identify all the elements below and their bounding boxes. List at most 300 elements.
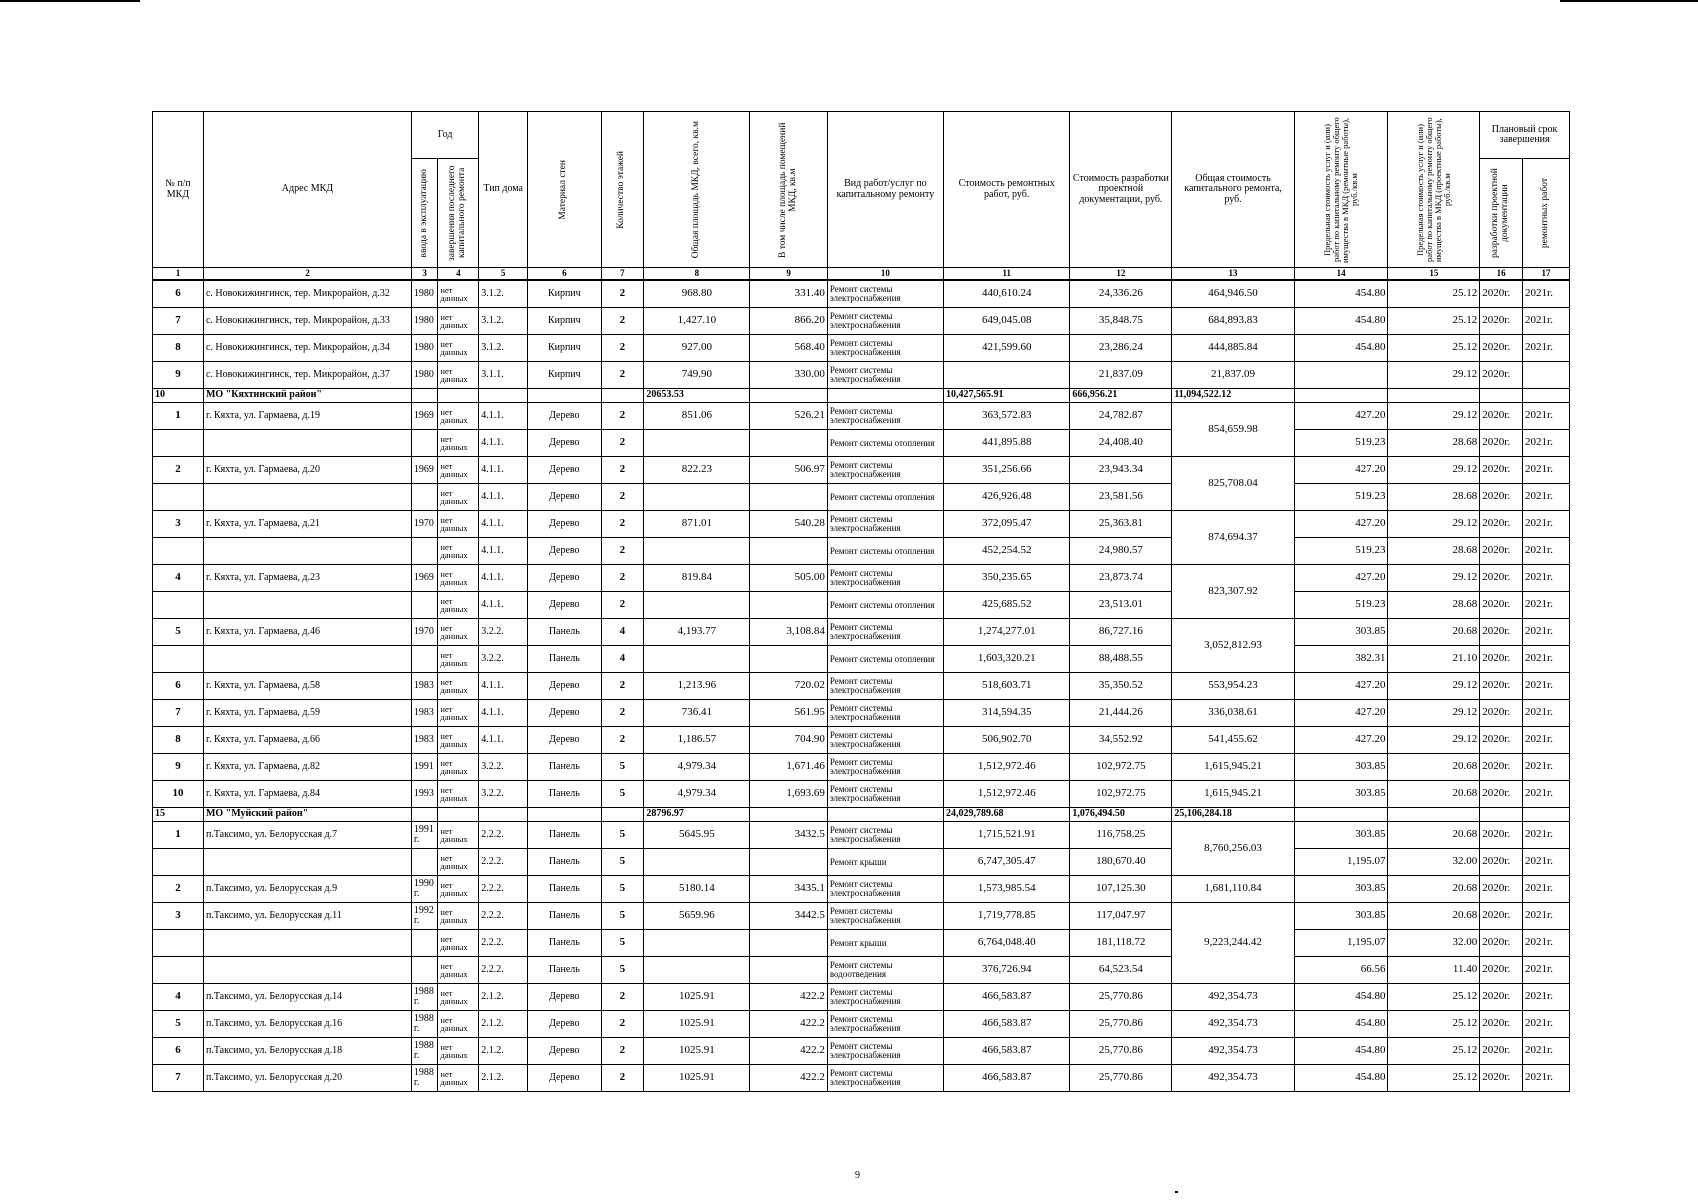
year-last-repair-cell: нет данных: [438, 619, 479, 646]
area-total-empty: [644, 646, 750, 673]
cost-design-cell: 102,972.75: [1070, 754, 1172, 781]
year-last-repair-cell: нет данных: [438, 700, 479, 727]
deadline-repair-cell: 2021г.: [1523, 727, 1570, 754]
header-year-group: Год: [411, 112, 478, 159]
limit-design-cell: 20.68: [1388, 876, 1480, 903]
limit-repair-cell: 427.20: [1294, 700, 1388, 727]
limit-repair-cell: 66.56: [1294, 957, 1388, 984]
work-type-cell: Ремонт системы водоотведения: [827, 957, 943, 984]
year-commission-cell: 1983: [411, 673, 438, 700]
area-premises-cell: 422.2: [750, 1011, 827, 1038]
limit-repair-cell: 1,195.07: [1294, 849, 1388, 876]
table-row: [153, 619, 1570, 646]
address-cell: г. Кяхта, ул. Гармаева, д.46: [203, 619, 411, 646]
year-commission-cell: 1990 г.: [411, 876, 438, 903]
year-commission-cell: 1980: [411, 335, 438, 362]
limit-design-cell: 29.12: [1388, 511, 1480, 538]
table-row: [153, 1038, 1570, 1065]
cost-repair-cell: 350,235.65: [944, 565, 1070, 592]
summary-cost-design: 1,076,494.50: [1070, 808, 1172, 822]
deadline-repair-cell: 2021г.: [1523, 781, 1570, 808]
year-last-repair-cell: нет данных: [438, 335, 479, 362]
year-commission-cell: 1969: [411, 565, 438, 592]
column-number-row: [153, 268, 1570, 281]
row-number-empty: [153, 538, 204, 565]
deadline-design-cell: 2020г.: [1480, 673, 1523, 700]
area-premises-cell: 3442.5: [750, 903, 827, 930]
wall-material-cell: Дерево: [528, 1065, 601, 1092]
work-type-cell: Ремонт системы электроснабжения: [827, 876, 943, 903]
deadline-repair-cell: 2021г.: [1523, 280, 1570, 308]
column-number: 5: [479, 268, 528, 281]
cost-design-cell: 24,408.40: [1070, 430, 1172, 457]
address-empty: [203, 849, 411, 876]
column-number: 14: [1294, 268, 1388, 281]
area-total-empty: [644, 957, 750, 984]
area-total-cell: 1025.91: [644, 1038, 750, 1065]
cost-design-cell: 102,972.75: [1070, 781, 1172, 808]
area-premises-cell: 568.40: [750, 335, 827, 362]
table-subrow: [153, 930, 1570, 957]
column-number: 16: [1480, 268, 1523, 281]
cost-repair-cell: 466,583.87: [944, 1065, 1070, 1092]
limit-design-cell: 29.12: [1388, 403, 1480, 430]
summary-label: МО "Муйский район": [203, 808, 411, 822]
limit-design-cell: 29.12: [1388, 673, 1480, 700]
floors-cell: 2: [601, 727, 644, 754]
summary-number: 15: [153, 808, 204, 822]
deadline-design-cell: 2020г.: [1480, 876, 1523, 903]
area-premises-cell: 720.02: [750, 673, 827, 700]
deadline-repair-cell: 2021г.: [1523, 849, 1570, 876]
column-number: 3: [411, 268, 438, 281]
address-cell: п.Таксимо, ул. Белорусская д.11: [203, 903, 411, 930]
address-empty: [203, 957, 411, 984]
cost-design-cell: 180,670.40: [1070, 849, 1172, 876]
deadline-repair-cell: [1523, 362, 1570, 389]
work-type-cell: Ремонт системы электроснабжения: [827, 565, 943, 592]
table-row: [153, 1065, 1570, 1092]
address-cell: г. Кяхта, ул. Гармаева, д.19: [203, 403, 411, 430]
limit-repair-cell: 454.80: [1294, 335, 1388, 362]
column-number: 8: [644, 268, 750, 281]
cost-repair-cell: 518,603.71: [944, 673, 1070, 700]
row-number: 3: [153, 903, 204, 930]
house-type-cell: 2.1.2.: [479, 1038, 528, 1065]
cost-repair-cell: 1,274,277.01: [944, 619, 1070, 646]
municipality-summary-row: [153, 389, 1570, 403]
work-type-cell: Ремонт системы отопления: [827, 592, 943, 619]
deadline-design-cell: 2020г.: [1480, 538, 1523, 565]
row-number-empty: [153, 849, 204, 876]
year-last-repair-cell: нет данных: [438, 781, 479, 808]
area-total-cell: 4,193.77: [644, 619, 750, 646]
deadline-repair-cell: 2021г.: [1523, 673, 1570, 700]
deadline-design-cell: 2020г.: [1480, 646, 1523, 673]
table-row: [153, 984, 1570, 1011]
area-total-cell: 1025.91: [644, 1065, 750, 1092]
floors-cell: 2: [601, 1011, 644, 1038]
cost-design-cell: 116,758.25: [1070, 822, 1172, 849]
area-total-cell: 1,213.96: [644, 673, 750, 700]
column-number: 15: [1388, 268, 1480, 281]
cost-total-cell: 9,223,244.42: [1172, 903, 1294, 984]
house-type-cell: 4.1.1.: [479, 457, 528, 484]
wall-material-cell: Дерево: [528, 1011, 601, 1038]
cost-repair-cell: 466,583.87: [944, 1011, 1070, 1038]
cost-total-cell: 464,946.50: [1172, 280, 1294, 308]
summary-empty: [1523, 808, 1570, 822]
row-number: 7: [153, 308, 204, 335]
area-total-cell: 4,979.34: [644, 781, 750, 808]
year-last-repair-cell: нет данных: [438, 592, 479, 619]
address-empty: [203, 930, 411, 957]
deadline-repair-cell: 2021г.: [1523, 484, 1570, 511]
summary-empty: [1388, 808, 1480, 822]
table-row: [153, 335, 1570, 362]
table-subrow: [153, 592, 1570, 619]
column-number: 2: [203, 268, 411, 281]
cost-repair-cell: 1,512,972.46: [944, 781, 1070, 808]
limit-repair-cell: 303.85: [1294, 822, 1388, 849]
area-total-empty: [644, 430, 750, 457]
header-cost-design: Стоимость разработки проектной документации, руб.: [1070, 112, 1172, 268]
limit-repair-cell: [1294, 362, 1388, 389]
deadline-design-cell: 2020г.: [1480, 781, 1523, 808]
area-total-cell: 5180.14: [644, 876, 750, 903]
limit-repair-cell: 427.20: [1294, 565, 1388, 592]
row-number: 3: [153, 511, 204, 538]
year-commission-cell: 1980: [411, 362, 438, 389]
year-last-repair-cell: нет данных: [438, 1011, 479, 1038]
limit-design-cell: 32.00: [1388, 849, 1480, 876]
cost-repair-cell: 372,095.47: [944, 511, 1070, 538]
wall-material-cell: Панель: [528, 876, 601, 903]
house-type-cell: 4.1.1.: [479, 484, 528, 511]
deadline-repair-cell: 2021г.: [1523, 592, 1570, 619]
area-premises-cell: 704.90: [750, 727, 827, 754]
table-row: [153, 1011, 1570, 1038]
house-type-cell: 2.2.2.: [479, 957, 528, 984]
limit-repair-cell: 303.85: [1294, 903, 1388, 930]
limit-design-cell: 25.12: [1388, 1065, 1480, 1092]
column-number: 6: [528, 268, 601, 281]
floors-cell: 2: [601, 1065, 644, 1092]
table-row: [153, 308, 1570, 335]
floors-cell: 5: [601, 849, 644, 876]
wall-material-cell: Дерево: [528, 403, 601, 430]
area-premises-cell: 540.28: [750, 511, 827, 538]
area-total-cell: 968.80: [644, 280, 750, 308]
year-last-repair-cell: нет данных: [438, 957, 479, 984]
deadline-repair-cell: 2021г.: [1523, 511, 1570, 538]
house-type-cell: 2.1.2.: [479, 1011, 528, 1038]
work-type-cell: Ремонт системы электроснабжения: [827, 403, 943, 430]
deadline-repair-cell: 2021г.: [1523, 457, 1570, 484]
deadline-repair-cell: 2021г.: [1523, 1065, 1570, 1092]
cost-total-cell: 1,681,110.84: [1172, 876, 1294, 903]
cost-design-cell: 25,363.81: [1070, 511, 1172, 538]
limit-repair-cell: 454.80: [1294, 984, 1388, 1011]
repair-program-table: [152, 111, 1570, 1092]
floors-cell: 5: [601, 930, 644, 957]
area-premises-empty: [750, 849, 827, 876]
work-type-cell: Ремонт системы электроснабжения: [827, 700, 943, 727]
limit-repair-cell: 454.80: [1294, 1065, 1388, 1092]
year-commission-cell: 1988 г.: [411, 1038, 438, 1065]
address-cell: п.Таксимо, ул. Белорусская д.9: [203, 876, 411, 903]
limit-design-cell: 29.12: [1388, 362, 1480, 389]
year-commission-cell: 1988 г.: [411, 1011, 438, 1038]
year-commission-cell: 1980: [411, 280, 438, 308]
area-total-cell: 1,186.57: [644, 727, 750, 754]
address-cell: п.Таксимо, ул. Белорусская д.18: [203, 1038, 411, 1065]
summary-empty: [1480, 389, 1523, 403]
summary-empty: [411, 808, 438, 822]
cost-total-cell: 492,354.73: [1172, 1011, 1294, 1038]
table-row: [153, 700, 1570, 727]
cost-repair-cell: 1,512,972.46: [944, 754, 1070, 781]
header-deadline-design: разработки проектной документации: [1480, 159, 1523, 268]
deadline-design-cell: 2020г.: [1480, 903, 1523, 930]
floors-cell: 5: [601, 957, 644, 984]
row-number: 4: [153, 565, 204, 592]
summary-empty: [528, 389, 601, 403]
header-year-commission: ввода в эксплуатацию: [411, 159, 438, 268]
cost-design-cell: 21,444.26: [1070, 700, 1172, 727]
floors-cell: 4: [601, 619, 644, 646]
deadline-design-cell: 2020г.: [1480, 754, 1523, 781]
address-cell: п.Таксимо, ул. Белорусская д.16: [203, 1011, 411, 1038]
wall-material-cell: Дерево: [528, 511, 601, 538]
area-total-empty: [644, 930, 750, 957]
work-type-cell: Ремонт системы электроснабжения: [827, 903, 943, 930]
house-type-cell: 4.1.1.: [479, 430, 528, 457]
cost-total-cell: 492,354.73: [1172, 984, 1294, 1011]
header-area-premises: В том числе площадь помещений МКД, кв.м: [750, 112, 827, 268]
area-total-cell: 822.23: [644, 457, 750, 484]
row-number: 8: [153, 727, 204, 754]
area-premises-cell: 505.00: [750, 565, 827, 592]
cost-total-cell: 21,837.09: [1172, 362, 1294, 389]
deadline-design-cell: 2020г.: [1480, 403, 1523, 430]
area-total-cell: 5659.96: [644, 903, 750, 930]
address-cell: п.Таксимо, ул. Белорусская д.7: [203, 822, 411, 849]
work-type-cell: Ремонт системы электроснабжения: [827, 781, 943, 808]
floors-cell: 2: [601, 592, 644, 619]
table-row: [153, 903, 1570, 930]
year-commission-cell: 1970: [411, 511, 438, 538]
summary-label: МО "Кяхтинский район": [203, 389, 411, 403]
area-total-cell: 4,979.34: [644, 754, 750, 781]
cost-design-cell: 34,552.92: [1070, 727, 1172, 754]
area-total-cell: 927.00: [644, 335, 750, 362]
year-commission-empty: [411, 430, 438, 457]
work-type-cell: Ремонт системы электроснабжения: [827, 335, 943, 362]
header-cost-total: Общая стоимость капитального ремонта, руб.: [1172, 112, 1294, 268]
deadline-repair-cell: 2021г.: [1523, 903, 1570, 930]
wall-material-cell: Панель: [528, 781, 601, 808]
deadline-repair-cell: 2021г.: [1523, 1038, 1570, 1065]
limit-repair-cell: 454.80: [1294, 308, 1388, 335]
row-number: 1: [153, 822, 204, 849]
wall-material-cell: Панель: [528, 754, 601, 781]
floors-cell: 2: [601, 673, 644, 700]
house-type-cell: 2.1.2.: [479, 984, 528, 1011]
column-number: 10: [827, 268, 943, 281]
deadline-repair-cell: 2021г.: [1523, 335, 1570, 362]
deadline-repair-cell: 2021г.: [1523, 930, 1570, 957]
column-number: 11: [944, 268, 1070, 281]
row-number-empty: [153, 484, 204, 511]
work-type-cell: Ремонт системы отопления: [827, 538, 943, 565]
cost-total-cell: 553,954.23: [1172, 673, 1294, 700]
year-last-repair-cell: нет данных: [438, 280, 479, 308]
limit-repair-cell: 454.80: [1294, 1038, 1388, 1065]
deadline-design-cell: 2020г.: [1480, 308, 1523, 335]
area-total-cell: 5645.95: [644, 822, 750, 849]
floors-cell: 2: [601, 1038, 644, 1065]
house-type-cell: 3.1.2.: [479, 335, 528, 362]
deadline-repair-cell: 2021г.: [1523, 1011, 1570, 1038]
deadline-design-cell: 2020г.: [1480, 957, 1523, 984]
cost-total-cell: 8,760,256.03: [1172, 822, 1294, 876]
floors-cell: 2: [601, 457, 644, 484]
summary-area: 28796.97: [644, 808, 750, 822]
column-number: 12: [1070, 268, 1172, 281]
cost-repair-cell: 1,573,985.54: [944, 876, 1070, 903]
cost-design-cell: 25,770.86: [1070, 1011, 1172, 1038]
cost-total-cell: 3,052,812.93: [1172, 619, 1294, 673]
summary-cost-design: 666,956.21: [1070, 389, 1172, 403]
area-premises-empty: [750, 957, 827, 984]
row-number: 7: [153, 700, 204, 727]
work-type-cell: Ремонт системы электроснабжения: [827, 984, 943, 1011]
cost-repair-cell: 426,926.48: [944, 484, 1070, 511]
floors-cell: 2: [601, 335, 644, 362]
deadline-design-cell: 2020г.: [1480, 565, 1523, 592]
house-type-cell: 3.2.2.: [479, 754, 528, 781]
year-commission-empty: [411, 849, 438, 876]
house-type-cell: 2.2.2.: [479, 876, 528, 903]
deadline-repair-cell: 2021г.: [1523, 430, 1570, 457]
row-number-empty: [153, 930, 204, 957]
row-number-empty: [153, 592, 204, 619]
table-row: [153, 280, 1570, 308]
area-total-cell: 871.01: [644, 511, 750, 538]
floors-cell: 2: [601, 403, 644, 430]
deadline-design-cell: 2020г.: [1480, 457, 1523, 484]
table-row: [153, 565, 1570, 592]
limit-repair-cell: 454.80: [1294, 280, 1388, 308]
summary-empty: [1480, 808, 1523, 822]
wall-material-cell: Дерево: [528, 727, 601, 754]
deadline-design-cell: 2020г.: [1480, 984, 1523, 1011]
deadline-repair-cell: 2021г.: [1523, 403, 1570, 430]
floors-cell: 5: [601, 903, 644, 930]
header-no: № п/п МКД: [153, 112, 204, 268]
year-last-repair-cell: нет данных: [438, 457, 479, 484]
wall-material-cell: Дерево: [528, 565, 601, 592]
house-type-cell: 2.2.2.: [479, 903, 528, 930]
table-row: [153, 876, 1570, 903]
deadline-design-cell: 2020г.: [1480, 1038, 1523, 1065]
limit-design-cell: 25.12: [1388, 984, 1480, 1011]
year-last-repair-cell: нет данных: [438, 484, 479, 511]
cost-total-cell: 684,893.83: [1172, 308, 1294, 335]
year-commission-empty: [411, 538, 438, 565]
deadline-design-cell: 2020г.: [1480, 362, 1523, 389]
scan-edge-right: [1560, 0, 1698, 2]
limit-design-cell: 25.12: [1388, 280, 1480, 308]
address-empty: [203, 430, 411, 457]
work-type-cell: Ремонт системы отопления: [827, 430, 943, 457]
cost-total-cell: 492,354.73: [1172, 1065, 1294, 1092]
work-type-cell: Ремонт системы электроснабжения: [827, 727, 943, 754]
address-cell: г. Кяхта, ул. Гармаева, д.82: [203, 754, 411, 781]
table-subrow: [153, 849, 1570, 876]
deadline-repair-cell: 2021г.: [1523, 619, 1570, 646]
summary-empty: [528, 808, 601, 822]
year-commission-cell: 1983: [411, 727, 438, 754]
work-type-cell: Ремонт системы электроснабжения: [827, 754, 943, 781]
cost-repair-cell: 1,719,778.85: [944, 903, 1070, 930]
area-premises-cell: 330.00: [750, 362, 827, 389]
limit-repair-cell: 303.85: [1294, 754, 1388, 781]
year-commission-empty: [411, 957, 438, 984]
work-type-cell: Ремонт системы электроснабжения: [827, 511, 943, 538]
year-last-repair-cell: нет данных: [438, 754, 479, 781]
wall-material-cell: Кирпич: [528, 308, 601, 335]
year-commission-cell: 1988 г.: [411, 1065, 438, 1092]
limit-design-cell: 20.68: [1388, 754, 1480, 781]
deadline-repair-cell: 2021г.: [1523, 700, 1570, 727]
floors-cell: 2: [601, 362, 644, 389]
address-empty: [203, 538, 411, 565]
cost-design-cell: 117,047.97: [1070, 903, 1172, 930]
year-last-repair-cell: нет данных: [438, 511, 479, 538]
cost-design-cell: 23,513.01: [1070, 592, 1172, 619]
summary-empty: [1523, 389, 1570, 403]
year-last-repair-cell: нет данных: [438, 538, 479, 565]
area-premises-cell: 3,108.84: [750, 619, 827, 646]
cost-total-cell: 336,038.61: [1172, 700, 1294, 727]
wall-material-cell: Дерево: [528, 538, 601, 565]
area-premises-empty: [750, 930, 827, 957]
wall-material-cell: Дерево: [528, 430, 601, 457]
table-row: [153, 727, 1570, 754]
cost-design-cell: 88,488.55: [1070, 646, 1172, 673]
wall-material-cell: Кирпич: [528, 335, 601, 362]
limit-repair-cell: 427.20: [1294, 673, 1388, 700]
address-cell: г. Кяхта, ул. Гармаева, д.20: [203, 457, 411, 484]
year-last-repair-cell: нет данных: [438, 308, 479, 335]
work-type-cell: Ремонт системы электроснабжения: [827, 362, 943, 389]
area-premises-cell: 422.2: [750, 984, 827, 1011]
deadline-design-cell: 2020г.: [1480, 335, 1523, 362]
house-type-cell: 3.2.2.: [479, 781, 528, 808]
header-area-total: Общая площадь МКД, всего, кв.м: [644, 112, 750, 268]
cost-repair-cell: 506,902.70: [944, 727, 1070, 754]
deadline-design-cell: 2020г.: [1480, 822, 1523, 849]
floors-cell: 2: [601, 280, 644, 308]
cost-design-cell: 35,848.75: [1070, 308, 1172, 335]
header-address: Адрес МКД: [203, 112, 411, 268]
area-premises-empty: [750, 646, 827, 673]
limit-repair-cell: 427.20: [1294, 457, 1388, 484]
row-number: 7: [153, 1065, 204, 1092]
limit-repair-cell: 519.23: [1294, 430, 1388, 457]
